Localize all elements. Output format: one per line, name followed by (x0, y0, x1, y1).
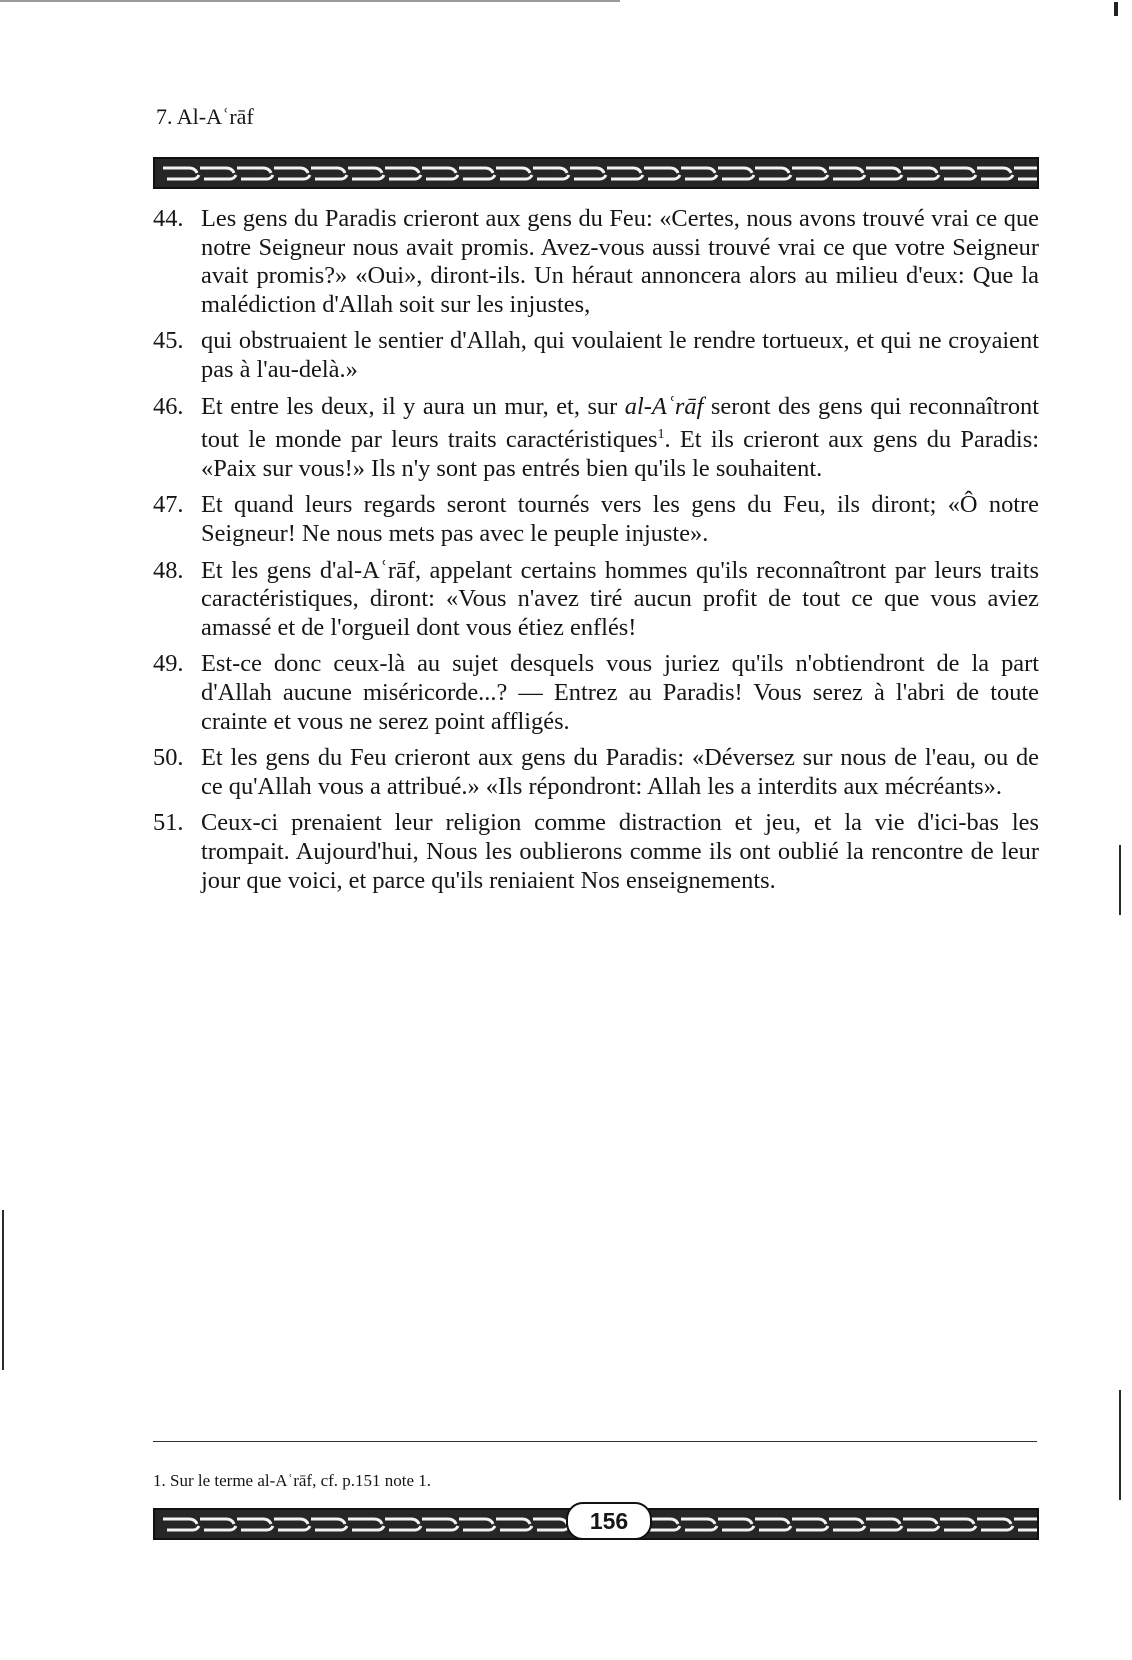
ornament-link (533, 168, 569, 179)
ornament-link (1014, 1519, 1037, 1530)
ornament-link (163, 1519, 199, 1530)
ornament-link (348, 168, 384, 179)
ornament-link (755, 1519, 791, 1530)
ornament-link (237, 168, 273, 179)
verse-text-part: seront des gens qui reconnaîtront tout le monde par leurs traits caractéristiques (201, 392, 1039, 454)
ornament-link (940, 168, 976, 179)
ornament-link (903, 168, 939, 179)
verse-45 (153, 327, 1039, 384)
ornament-link (274, 168, 310, 179)
ornament-link (237, 1519, 273, 1530)
verse-47 (153, 491, 1039, 548)
verse-text: Les gens du Paradis crieront aux gens du Feu: «Certes, nous avons trouvé vrai ce que notre Seigneur nous avait promis. Avez-vous aussi trouvé vrai ce que votre Seigneur avait promis?» «Oui», diront-ils. Un héraut annoncera alors au milieu d'eux: Que la malédiction d'Allah soit sur les injustes, (201, 205, 1039, 318)
ornament-link (385, 1519, 421, 1530)
ornament-link (977, 168, 1013, 179)
page-number: 156 (566, 1502, 652, 1540)
scan-edge-mark (1119, 1390, 1121, 1500)
ornament-link (792, 1519, 828, 1530)
verse-text-part: Et entre les deux, il y aura un mur, et, sur (201, 392, 625, 420)
ornament-link (718, 1519, 754, 1530)
ornament-link (755, 168, 791, 179)
ornament-link (385, 168, 421, 179)
verse-text: Ceux-ci prenaient leur religion comme distraction et jeu, et la vie d'ici-bas les trompait. Aujourd'hui, Nous les oublierons comme ils ont oublié la rencontre de leur jour que voici, et parce qu'ils reniaient Nos enseignements. (201, 809, 1039, 894)
verse-46 (153, 393, 1039, 484)
ornament-link (792, 168, 828, 179)
ornament-link (163, 168, 199, 179)
verse-text: Et quand leurs regards seront tournés vers les gens du Feu, ils diront; «Ô notre Seigneur! Ne nous mets pas avec le peuple injuste». (201, 491, 1039, 548)
verse-50 (153, 744, 1039, 801)
ornament-link (422, 1519, 458, 1530)
verse-49 (153, 650, 1039, 736)
ornament-link (1014, 168, 1037, 179)
ornament-link (422, 168, 458, 179)
chapter-title: 7. Al-Aʿrāf (156, 104, 254, 129)
ornament-link (644, 168, 680, 179)
ornament-link (607, 168, 643, 179)
ornament-link (718, 168, 754, 179)
ornamental-band-top (153, 157, 1039, 189)
ornament-link (311, 168, 347, 179)
ornament-link (200, 168, 236, 179)
ornament-link (570, 168, 606, 179)
verse-44 (153, 205, 1039, 319)
ornament-link (829, 1519, 865, 1530)
ornament-link (200, 1519, 236, 1530)
verse-number: 51. (153, 809, 184, 837)
scan-edge-mark (2, 1210, 4, 1370)
verse-number: 44. (153, 205, 184, 232)
scan-top-edge (0, 0, 620, 2)
ornament-link (829, 168, 865, 179)
ornament-link (533, 1519, 569, 1530)
footnote-reference: 1 (657, 427, 665, 443)
ornament-link (866, 1519, 902, 1530)
footnote: 1. Sur le terme al-Aʿrāf, cf. p.151 note 1. (153, 1471, 432, 1490)
ornament-link (681, 168, 717, 179)
ornament-link (459, 1519, 495, 1530)
footnote-divider (153, 1441, 1037, 1442)
ornament-link (496, 168, 532, 179)
verse-51 (153, 809, 1039, 895)
verse-text: qui obstruaient le sentier d'Allah, qui voulaient le rendre tortueux, et qui ne croyaient pas à l'au-delà.» (201, 327, 1039, 383)
ornament-link (866, 168, 902, 179)
verse-text: Et les gens d'al-Aʿrāf, appelant certains hommes qu'ils reconnaîtront par leurs traits caractéristiques, diront: «Vous n'avez tiré aucun profit de tout ce que vous aviez amassé et de l'orgueil dont vous étiez enflés! (201, 556, 1039, 641)
verse-list (153, 205, 1039, 903)
verse-text-part: . Et ils crieront aux gens du Paradis: «Paix sur vous!» Ils n'y sont pas entrés bien qu'ils le souhaitent. (201, 426, 1039, 482)
verse-number: 47. (153, 491, 184, 519)
scan-edge-mark (1119, 845, 1121, 915)
verse-number: 46. (153, 392, 184, 420)
ornament-link (681, 1519, 717, 1530)
verse-text: Et les gens du Feu crieront aux gens du Paradis: «Déversez sur nous de l'eau, ou de ce qu'Allah vous a attribué.» «Ils répondront: Allah les a interdits aux mécréants». (201, 744, 1039, 800)
ornament-link (459, 168, 495, 179)
verse-text: Est-ce donc ceux-là au sujet desquels vous juriez qu'ils n'obtiendront de la part d'Allah aucune miséricorde...? — Entrez au Paradis! Vous serez à l'abri de toute crainte et vous ne serez point affligés. (201, 650, 1039, 735)
ornament-link (940, 1519, 976, 1530)
verse-number: 50. (153, 744, 184, 772)
emphasis-term: al-Aʿrāf (624, 392, 704, 420)
ornament-link (903, 1519, 939, 1530)
ornament-link (311, 1519, 347, 1530)
ornament-link (348, 1519, 384, 1530)
verse-48 (153, 557, 1039, 643)
verse-number: 48. (153, 556, 184, 584)
verse-number: 49. (153, 650, 184, 678)
ornament-link (274, 1519, 310, 1530)
verse-number: 45. (153, 327, 184, 355)
corner-mark (1114, 2, 1118, 16)
ornament-link (496, 1519, 532, 1530)
ornament-link (977, 1519, 1013, 1530)
verse-text (201, 393, 1039, 484)
